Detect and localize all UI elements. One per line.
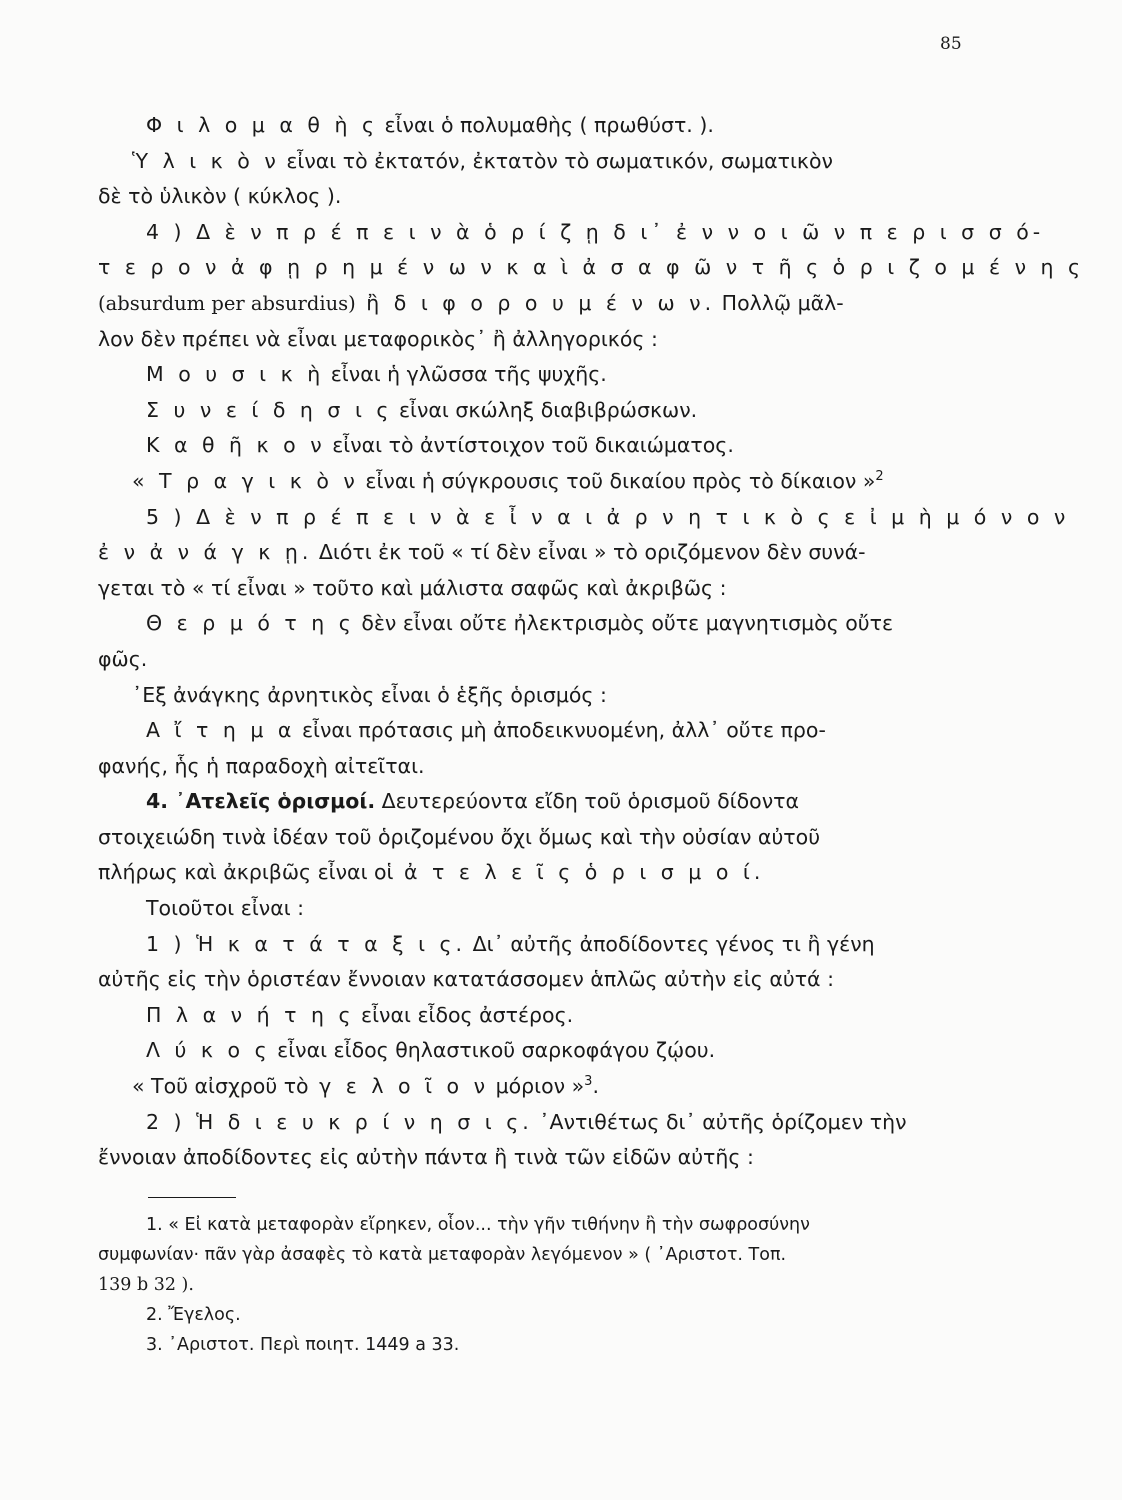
- text-line: στοιχειώδη τινὰ ἰδέαν τοῦ ὁριζομένου ὄχι ὅμως καὶ τὴν οὐσίαν αὐτοῦ: [98, 824, 821, 849]
- example-line: Α ἴ τ η μ α εἶναι πρότασις μὴ ἀποδεικνυομένη, ἀλλ᾽ οὔτε προ-: [146, 718, 826, 743]
- footnote: 2. Ἔγελος.: [146, 1305, 241, 1325]
- rule-heading: 2 ) Ἡ δ ι ε υ κ ρ ί ν η σ ι ς. ᾽Αντιθέτως δι᾽ αὐτῆς ὁρίζομεν τὴν: [146, 1109, 907, 1134]
- footnote-ref: 3: [584, 1074, 593, 1090]
- text-line: αὐτῆς εἰς τὴν ὁριστέαν ἔννοιαν κατατάσσομεν ἁπλῶς αὐτὴν εἰς αὐτά :: [98, 967, 834, 992]
- body-text: [98, 108, 1085, 1176]
- example-line: Λ ύ κ ο ς εἶναι εἶδος θηλαστικοῦ σαρκοφάγου ζῴου.: [146, 1038, 716, 1063]
- rule-heading: 4 ) Δ ὲ ν π ρ έ π ε ι ν ὰ ὁ ρ ί ζ ῃ δ ι᾽ ἐ ν ν ο ι ῶ ν π ε ρ ι σ σ ό-: [146, 219, 1045, 244]
- footnote-ref: 2: [875, 469, 884, 485]
- text-line: δὲ τὸ ὑλικὸν ( κύκλος ).: [98, 184, 342, 209]
- footnote: 139 b 32 ).: [98, 1275, 194, 1295]
- text-line: ἔννοιαν ἀποδίδοντες εἰς αὐτὴν πάντα ἢ τινὰ τῶν εἰδῶν αὐτῆς :: [98, 1145, 754, 1170]
- footnote-separator: [148, 1197, 236, 1198]
- footnote: 3. ᾽Αριστοτ. Περὶ ποιητ. 1449 a 33.: [146, 1335, 460, 1355]
- text-line: ᾽Εξ ἀνάγκης ἀρνητικὸς εἶναι ὁ ἑξῆς ὁρισμός :: [132, 682, 607, 707]
- example-line: Μ ο υ σ ι κ ὴ εἶναι ἡ γλῶσσα τῆς ψυχῆς.: [146, 362, 607, 387]
- text-line: λον δὲν πρέπει νὰ εἶναι μεταφορικὸς᾽ ἢ ἀλληγορικός :: [98, 326, 658, 351]
- text-line: φανής, ἧς ἡ παραδοχὴ αἰτεῖται.: [98, 753, 425, 778]
- text-line: τ ε ρ ο ν ἀ φ ῃ ρ η μ έ ν ω ν κ α ὶ ἀ σ α φ ῶ ν τ ῆ ς ὁ ρ ι ζ ο μ έ ν η ς: [98, 255, 1085, 280]
- example-line: Θ ε ρ μ ό τ η ς δὲν εἶναι οὔτε ἠλεκτρισμὸς οὔτε μαγνητισμὸς οὔτε: [146, 611, 894, 636]
- text-line: πλήρως καὶ ἀκριβῶς εἶναι οἱ ἀ τ ε λ ε ῖ ς ὁ ρ ι σ μ ο ί.: [98, 860, 765, 885]
- definition-line: Ὑ λ ι κ ὸ ν εἶναι τὸ ἐκτατόν, ἐκτατὸν τὸ σωματικόν, σωματικὸν: [132, 148, 833, 173]
- text-line: Τοιοῦτοι εἶναι :: [146, 896, 305, 921]
- footnote: 1. « Εἰ κατὰ μεταφορὰν εἴρηκεν, οἷον... τὴν γῆν τιθήνην ἢ τὴν σωφροσύνην: [146, 1215, 810, 1235]
- footnote: συμφωνίαν· πᾶν γὰρ ἀσαφὲς τὸ κατὰ μεταφορὰν λεγόμενον » ( ᾽Αριστοτ. Τοπ.: [98, 1245, 787, 1265]
- section-heading: 4. ᾽Ατελεῖς ὁρισμοί. Δευτερεύοντα εἴδη τοῦ ὁρισμοῦ δίδοντα: [146, 789, 799, 814]
- rule-heading: 1 ) Ἡ κ α τ ά τ α ξ ι ς. Δι᾽ αὐτῆς ἀποδίδοντες γένος τι ἢ γένη: [146, 931, 875, 956]
- example-line: Σ υ ν ε ί δ η σ ι ς εἶναι σκώληξ διαβιβρώσκων.: [146, 397, 698, 422]
- footnotes: [98, 1210, 978, 1360]
- page-number: 85: [940, 34, 962, 54]
- definition-line: Φ ι λ ο μ α θ ὴ ς εἶναι ὁ πολυμαθὴς ( πρωθύστ. ).: [146, 113, 714, 137]
- text-line: (absurdum per absurdius) ἢ δ ι φ ο ρ ο υ μ έ ν ω ν. Πολλῷ μᾶλ-: [98, 290, 844, 315]
- example-line: Π λ α ν ή τ η ς εἶναι εἶδος ἀστέρος.: [146, 1002, 574, 1027]
- rule-heading: 5 ) Δ ὲ ν π ρ έ π ε ι ν ὰ ε ἶ ν α ι ἀ ρ ν η τ ι κ ὸ ς ε ἰ μ ὴ μ ό ν ο ν: [146, 504, 1070, 529]
- text-line: γεται τὸ « τί εἶναι » τοῦτο καὶ μάλιστα σαφῶς καὶ ἀκριβῶς :: [98, 575, 727, 600]
- text-line: ἐ ν ἀ ν ά γ κ ῃ. Διότι ἐκ τοῦ « τί δὲν εἶναι » τὸ οριζόμενον δὲν συνά-: [98, 540, 866, 565]
- text-line: φῶς.: [98, 646, 148, 671]
- example-line: « Τοῦ αἰσχροῦ τὸ γ ε λ ο ῖ ο ν μόριον »$^3$.: [132, 1074, 599, 1099]
- example-line: « Τ ρ α γ ι κ ὸ ν εἶναι ἡ σύγκρουσις τοῦ δικαίου πρὸς τὸ δίκαιον »$^2$: [132, 468, 884, 493]
- example-line: Κ α θ ῆ κ ο ν εἶναι τὸ ἀντίστοιχον τοῦ δικαιώματος.: [146, 433, 734, 458]
